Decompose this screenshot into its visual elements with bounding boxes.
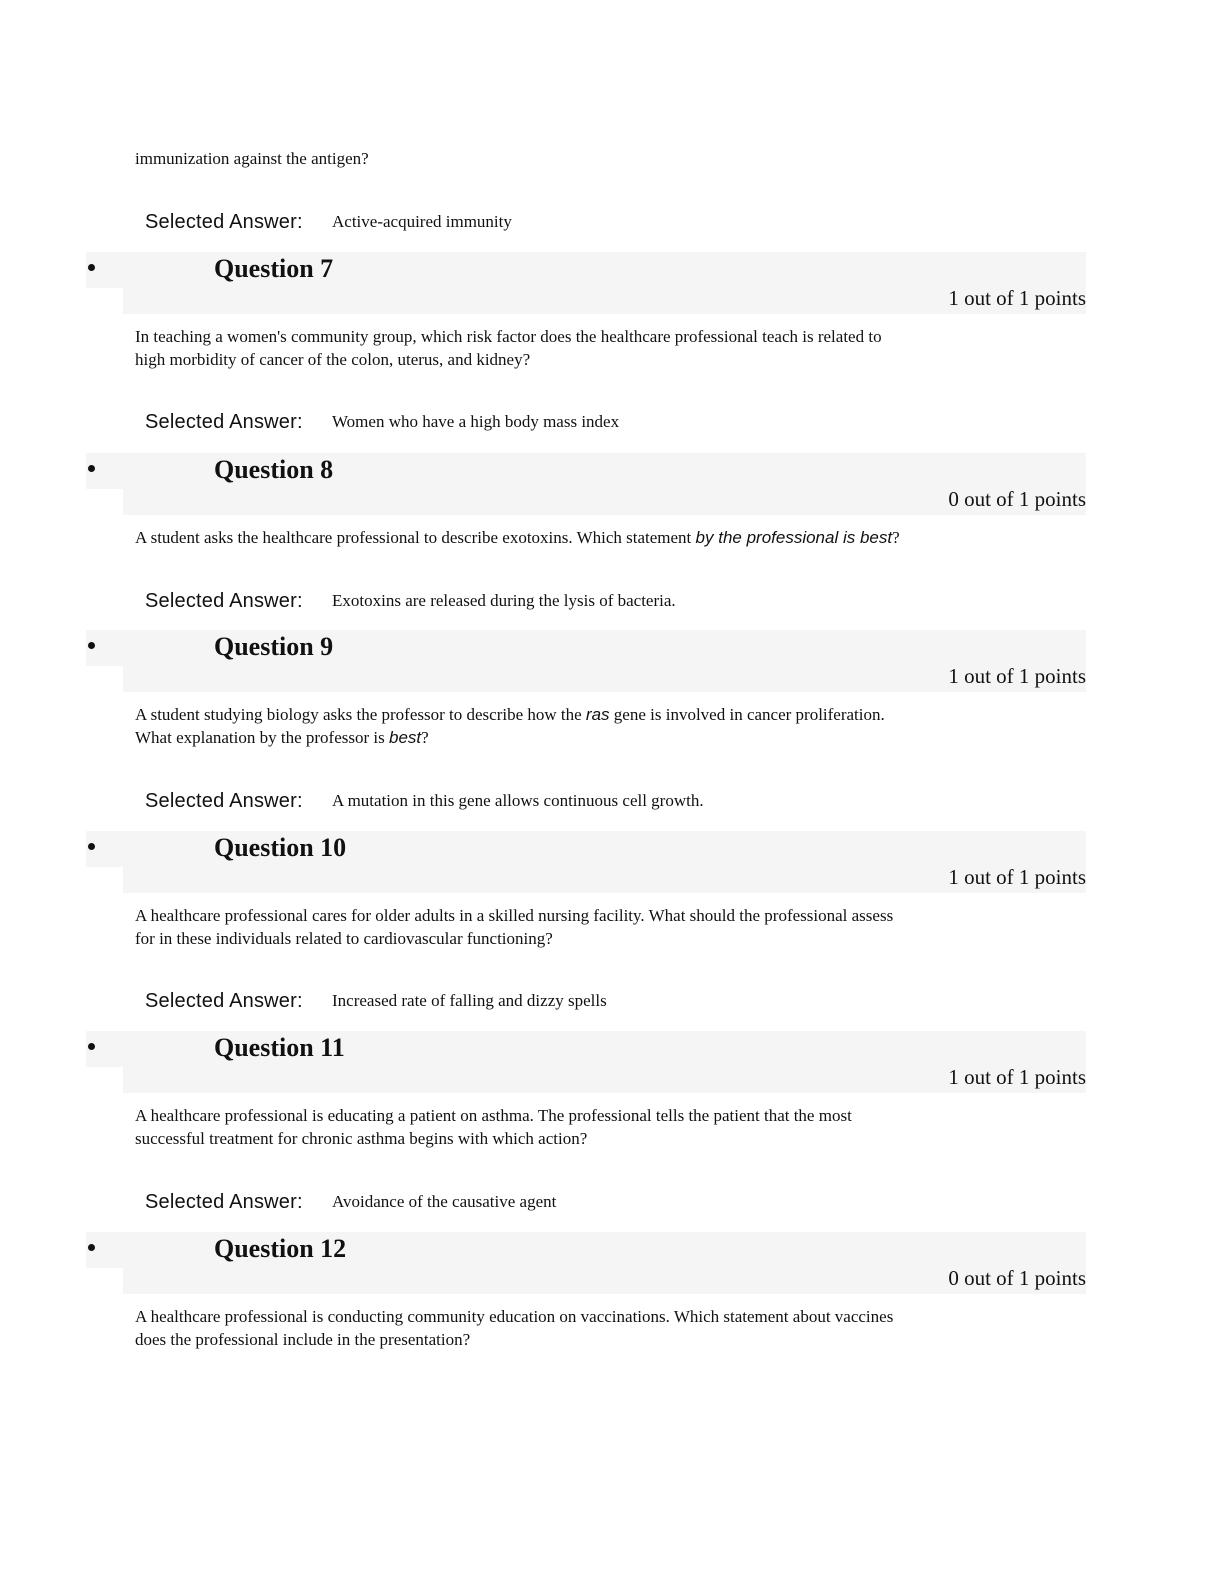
question-text bbox=[135, 526, 1035, 549]
selected-answer-value: Increased rate of falling and dizzy spells bbox=[332, 991, 607, 1010]
question-title: Question 7 bbox=[214, 254, 334, 283]
selected-answer-label: Selected Answer: bbox=[145, 211, 303, 233]
question-text-emphasis: best bbox=[389, 728, 422, 747]
bullet-icon bbox=[88, 642, 95, 649]
question-text-part: A student studying biology asks the professor to describe how the bbox=[135, 705, 586, 724]
question-text-emphasis: ras bbox=[585, 705, 610, 724]
question-header bbox=[86, 1031, 1086, 1093]
question-text-line: successful treatment for chronic asthma begins with which action? bbox=[135, 1129, 588, 1148]
question-points: 1 out of 1 points bbox=[948, 1065, 1086, 1089]
question-points: 0 out of 1 points bbox=[948, 1266, 1086, 1290]
question-points: 1 out of 1 points bbox=[948, 286, 1086, 310]
question-points-bar bbox=[123, 867, 1086, 893]
question-text-line: does the professional include in the presentation? bbox=[135, 1330, 471, 1349]
question-text-line: A healthcare professional is conducting community education on vaccinations. Which statement about vaccines bbox=[135, 1307, 894, 1326]
question-title: Question 11 bbox=[214, 1033, 345, 1062]
question-title: Question 8 bbox=[214, 455, 334, 484]
question-text-part: ? bbox=[892, 528, 900, 547]
question-points-bar bbox=[123, 1268, 1086, 1294]
bullet-icon bbox=[88, 1043, 95, 1050]
question-text bbox=[135, 1104, 1035, 1150]
bullet-icon bbox=[88, 1244, 95, 1251]
selected-answer-value: Exotoxins are released during the lysis of bacteria. bbox=[332, 591, 676, 610]
bullet-icon bbox=[88, 843, 95, 850]
question-points-bar bbox=[123, 288, 1086, 314]
question-header bbox=[86, 831, 1086, 893]
question-text bbox=[135, 325, 1035, 371]
selected-answer-label: Selected Answer: bbox=[145, 411, 303, 433]
question-text-line: high morbidity of cancer of the colon, uterus, and kidney? bbox=[135, 350, 531, 369]
question-header bbox=[86, 453, 1086, 515]
question-title: Question 10 bbox=[214, 833, 347, 862]
selected-answer-value: A mutation in this gene allows continuous cell growth. bbox=[332, 791, 704, 810]
selected-answer-label: Selected Answer: bbox=[145, 790, 303, 812]
selected-answer-label: Selected Answer: bbox=[145, 1191, 303, 1213]
question-text-line: for in these individuals related to cardiovascular functioning? bbox=[135, 929, 553, 948]
bullet-icon bbox=[88, 264, 95, 271]
question-header bbox=[86, 630, 1086, 692]
question-text-line: A healthcare professional cares for older adults in a skilled nursing facility. What should the professional assess bbox=[135, 906, 894, 925]
question-text-part: A student asks the healthcare professional to describe exotoxins. Which statement bbox=[135, 528, 696, 547]
question-text-part: ? bbox=[421, 728, 429, 747]
question-points: 0 out of 1 points bbox=[948, 487, 1086, 511]
question-text-part: gene is involved in cancer proliferation. bbox=[609, 705, 885, 724]
question-points-bar bbox=[123, 666, 1086, 692]
question-text bbox=[135, 703, 1035, 749]
question-text bbox=[135, 904, 1035, 950]
selected-answer-value: Women who have a high body mass index bbox=[332, 412, 620, 431]
selected-answer-value: Avoidance of the causative agent bbox=[332, 1192, 557, 1211]
question-text-part: What explanation by the professor is bbox=[135, 728, 389, 747]
question-title: Question 9 bbox=[214, 632, 334, 661]
question-text-line: A healthcare professional is educating a patient on asthma. The professional tells the patient that the most bbox=[135, 1106, 852, 1125]
question-header bbox=[86, 252, 1086, 314]
bullet-icon bbox=[88, 465, 95, 472]
question-points: 1 out of 1 points bbox=[948, 865, 1086, 889]
question-text: immunization against the antigen? bbox=[135, 149, 369, 168]
question-points: 1 out of 1 points bbox=[948, 664, 1086, 688]
selected-answer-label: Selected Answer: bbox=[145, 990, 303, 1012]
selected-answer-label: Selected Answer: bbox=[145, 590, 303, 612]
question-header bbox=[86, 1232, 1086, 1294]
selected-answer-value: Active-acquired immunity bbox=[332, 212, 512, 231]
question-points-bar bbox=[123, 1067, 1086, 1093]
question-points-bar bbox=[123, 489, 1086, 515]
question-text bbox=[135, 1305, 1035, 1351]
question-text-line: In teaching a women's community group, which risk factor does the healthcare professional teach is related to bbox=[135, 327, 882, 346]
question-text-emphasis: by the professional is best bbox=[695, 528, 893, 547]
question-title: Question 12 bbox=[214, 1234, 347, 1263]
